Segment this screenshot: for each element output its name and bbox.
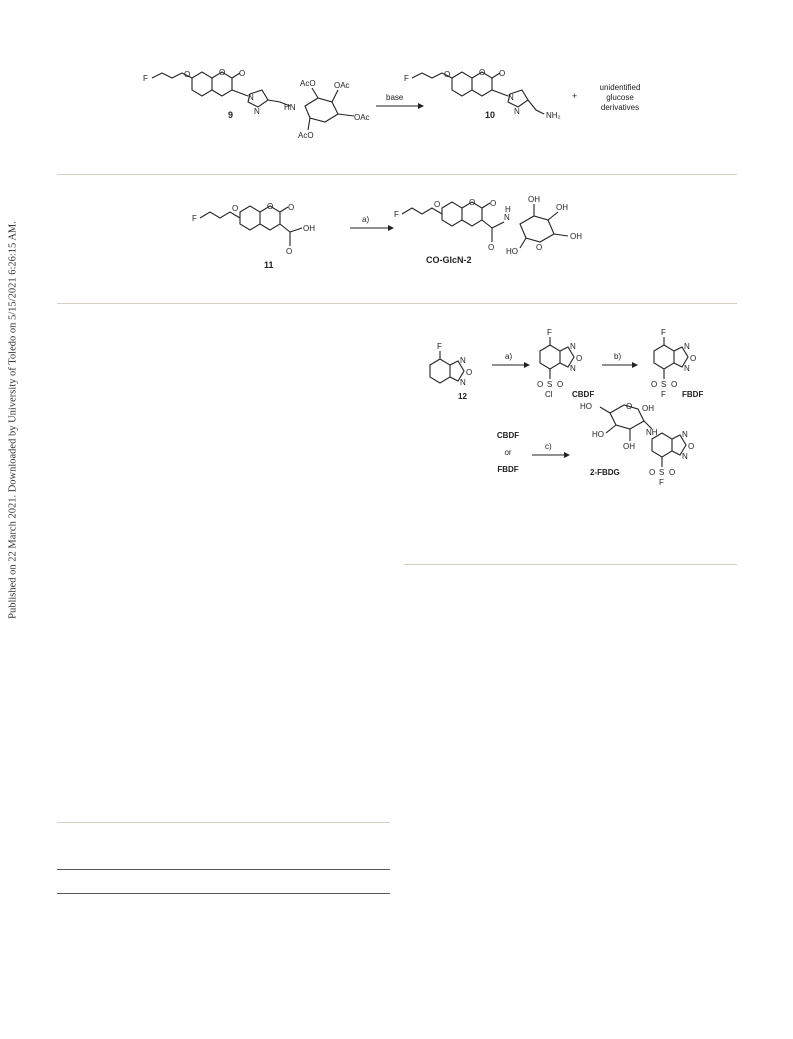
compound-number-10: 10 (485, 110, 496, 120)
atom-label: OH (556, 203, 568, 212)
compound-name-fbdf: FBDF (682, 390, 704, 399)
atom-label: N (514, 107, 520, 116)
step-label-c: c) (545, 442, 552, 451)
atom-label: O (669, 468, 676, 477)
compound-11-structure (200, 206, 302, 246)
compound-number-11: 11 (264, 260, 274, 270)
atom-label: NH (646, 428, 658, 437)
atom-label: N (460, 356, 466, 365)
atom-label: O (671, 380, 678, 389)
compound-number-12: 12 (458, 392, 467, 401)
table-header-rule (57, 869, 390, 870)
atom-label: N (682, 452, 688, 461)
atom-label: HO (580, 402, 592, 411)
atom-label: O (479, 68, 486, 77)
reagent-or: or (504, 448, 512, 457)
atom-label: OH (528, 195, 540, 204)
atom-label: OH (570, 232, 582, 241)
atom-label: AcO (298, 131, 314, 140)
atom-label: F (661, 390, 666, 399)
atom-label: F (394, 210, 399, 219)
atom-label: OH (642, 404, 654, 413)
atom-label: O (288, 203, 295, 212)
atom-label: N (508, 93, 514, 102)
atom-label: Cl (545, 390, 553, 399)
reagent-fbdf: FBDF (497, 465, 519, 474)
atom-label: HO (506, 247, 518, 256)
atom-label: H (505, 205, 511, 214)
arrow-label-base: base (386, 93, 404, 102)
atom-label: O (499, 69, 506, 78)
table-top-rule (57, 822, 390, 823)
atom-label: N (570, 364, 576, 373)
atom-label: O (626, 402, 633, 411)
atom-label: N (684, 364, 690, 373)
atom-label: O (434, 200, 441, 209)
atom-label: S (547, 380, 553, 389)
scheme-3-figure (420, 325, 730, 515)
atom-label: O (469, 198, 476, 207)
atom-label: O (690, 354, 697, 363)
atom-label: OAc (334, 81, 350, 90)
atom-label: N (684, 342, 690, 351)
compound-12-structure (430, 351, 464, 383)
atom-label: HN (284, 103, 296, 112)
byproduct-line-2: glucose (606, 93, 634, 102)
atom-label: O (267, 202, 274, 211)
step-label-b: b) (614, 352, 622, 361)
atom-label: O (490, 199, 497, 208)
atom-label: O (576, 354, 583, 363)
compound-name-2-fbdg: 2-FBDG (590, 468, 620, 477)
atom-label: OH (303, 224, 315, 233)
download-watermark (6, 215, 20, 625)
cbdf-structure (540, 337, 574, 379)
atom-label: O (537, 380, 544, 389)
2-fbdg-structure (600, 405, 686, 467)
fbdf-structure (654, 337, 688, 379)
atom-label: S (661, 380, 667, 389)
reagent-cbdf: CBDF (496, 431, 520, 440)
compound-number-9: 9 (228, 110, 234, 120)
atom-label: HO (592, 430, 604, 439)
table-bottom-rule (57, 893, 390, 894)
atom-label: NH₂ (546, 111, 561, 120)
atom-label: O (536, 243, 543, 252)
scheme-divider (57, 174, 737, 175)
byproduct-line-3: derivatives (600, 103, 640, 112)
atom-label: N (682, 430, 688, 439)
atom-label: O (651, 380, 658, 389)
atom-label: F (661, 328, 666, 337)
atom-label: F (659, 478, 664, 487)
atom-label: O (286, 247, 293, 256)
atom-label: N (248, 93, 254, 102)
scheme-divider (404, 564, 737, 565)
atom-label: O (184, 70, 191, 79)
atom-label: F (547, 328, 552, 337)
atom-label: O (649, 468, 656, 477)
atom-label: O (444, 70, 451, 79)
atom-label: O (688, 442, 695, 451)
atom-label: O (488, 243, 495, 252)
arrow-label-a: a) (362, 215, 370, 224)
atom-label: F (192, 214, 197, 223)
atom-label: OAc (354, 113, 370, 122)
compound-name-co-glcn-2: CO-GlcN-2 (426, 255, 472, 265)
atom-label: OH (623, 442, 635, 451)
atom-label: N (460, 378, 466, 387)
atom-label: F (143, 74, 148, 83)
compound-name-cbdf: CBDF (572, 390, 595, 399)
atom-label: N (504, 213, 510, 222)
atom-label: O (239, 69, 246, 78)
download-watermark-text: Published on 22 March 2021. Downloaded by University of Toledo on 5/15/2021 6:26:15 AM. (7, 221, 19, 619)
atom-label: O (219, 68, 226, 77)
scheme-divider (57, 303, 737, 304)
atom-label: N (254, 107, 260, 116)
co-glcn-2-structure (402, 202, 568, 248)
atom-label: S (659, 468, 665, 477)
atom-label: F (404, 74, 409, 83)
atom-label: O (466, 368, 473, 377)
scheme-1-figure (140, 70, 660, 150)
byproduct-line-1: unidentified (599, 83, 641, 92)
scheme-2-figure (190, 190, 610, 276)
atom-label: N (570, 342, 576, 351)
atom-label: O (232, 204, 239, 213)
step-label-a: a) (505, 352, 513, 361)
compound-10-structure (412, 72, 544, 114)
plus-sign: + (572, 91, 578, 101)
atom-label: O (557, 380, 564, 389)
atom-label: F (437, 342, 442, 351)
atom-label: AcO (300, 79, 316, 88)
